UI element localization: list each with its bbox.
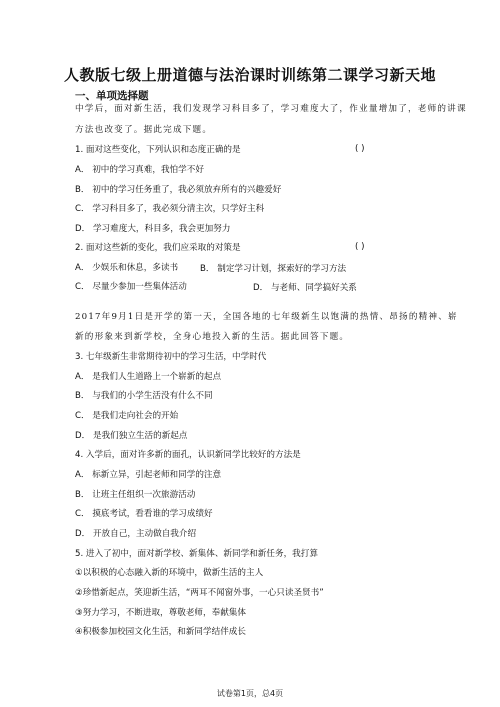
page-title: 人教版七级上册道德与法治课时训练第二课学习新天地 bbox=[63, 66, 436, 84]
question-stem: 5. 进入了初中，面对新学校、新集体、新同学和新任务，我打算 bbox=[75, 549, 318, 559]
question-stem: 4. 入学后，面对许多新的面孔，认识新同学比较好的方法是 bbox=[75, 450, 301, 460]
option-a: A． 少娱乐和休息，多读书 bbox=[75, 263, 179, 273]
option-c: C． 是我们走向社会的开始 bbox=[75, 411, 179, 421]
option-c: C． 摸底考试，看看谁的学习成绩好 bbox=[75, 509, 213, 519]
numbered-item: ①以积极的心态融入新的环境中，做新生活的主人 bbox=[75, 568, 264, 578]
option-a: A． 初中的学习真难，我怕学不好 bbox=[75, 165, 204, 175]
option-b: B． 初中的学习任务重了，我必须放弃所有的兴趣爱好 bbox=[75, 185, 282, 195]
question-stem: 1. 面对这些变化，下列认识和态度正确的是 bbox=[75, 145, 241, 155]
numbered-item: ④积极参加校园文化生活，和新同学结伴成长 bbox=[75, 627, 246, 637]
numbered-item: ③努力学习，不断进取，尊敬老师，奉献集体 bbox=[75, 608, 246, 618]
option-d: D． 与老师、同学搞好关系 bbox=[253, 283, 357, 293]
option-d: D． 是我们独立生活的新起点 bbox=[75, 431, 188, 441]
section-heading: 一、单项选择题 bbox=[75, 90, 149, 102]
intro-paragraph-line: 方法也改变了。据此完成下题。 bbox=[75, 125, 213, 135]
option-b: B． 与我们的小学生活没有什么不同 bbox=[75, 391, 213, 401]
option-d: D． 学习难度大，科目多，我会更加努力 bbox=[75, 224, 231, 234]
question-stem: 3. 七年级新生非常期待初中的学习生活，中学时代 bbox=[75, 352, 267, 362]
option-b: B． 制定学习计划，探索好的学习方法 bbox=[200, 264, 347, 274]
option-c: C． 学习科目多了，我必须分清主次，只学好主科 bbox=[75, 204, 265, 214]
page-footer: 试卷第1页，总4页 bbox=[216, 689, 284, 698]
question-stem: 2. 面对这些新的变化，我们应采取的对策是 bbox=[75, 243, 241, 253]
option-d: D． 开放自己，主动做自我介绍 bbox=[75, 529, 197, 539]
intro-paragraph-line: 2017年9月1日是开学的第一天，全国各地的七年级新生以饱满的热情、昂扬的精神、崭 bbox=[75, 312, 458, 322]
option-a: A． 是我们人生道路上一个崭新的起点 bbox=[75, 372, 222, 382]
answer-bracket: ( ) bbox=[355, 144, 365, 154]
option-c: C． 尽量少参加一些集体活动 bbox=[75, 282, 187, 292]
answer-bracket: ( ) bbox=[355, 242, 365, 252]
numbered-item: ②珍惜新起点，笑迎新生活，“两耳不闻窗外事，一心只读圣贤书” bbox=[75, 588, 324, 598]
intro-paragraph-line: 新的形象来到新学校，全身心地投入新的生活。据此回答下题。 bbox=[75, 332, 350, 342]
option-a: A． 标新立异，引起老师和同学的注意 bbox=[75, 470, 222, 480]
option-b: B． 让班主任组织一次旅游活动 bbox=[75, 490, 196, 500]
intro-paragraph-line: 中学后，面对新生活，我们发现学习科目多了，学习难度大了，作业量增加了，老师的讲课 bbox=[75, 104, 467, 114]
